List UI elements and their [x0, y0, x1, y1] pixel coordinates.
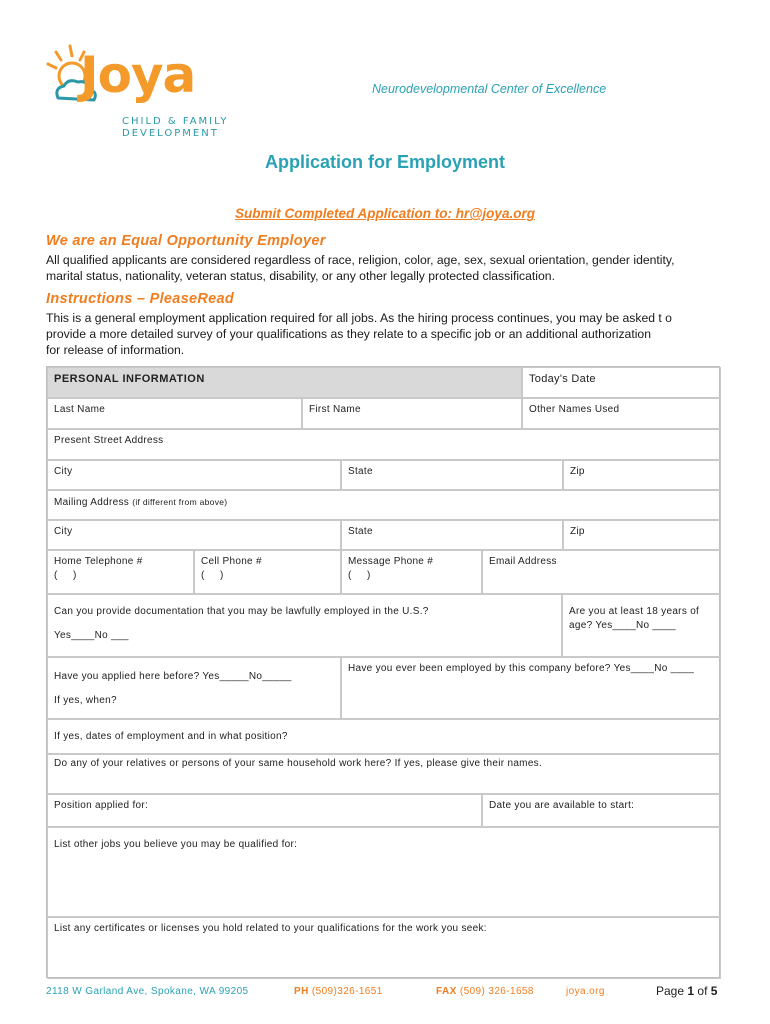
- equal-opportunity-line-2: marital status, nationality, veteran status, disability, or any other legally protected classification.: [46, 269, 555, 283]
- page-current: 1: [687, 984, 695, 998]
- mailing-address-note: (if different from above): [132, 497, 228, 507]
- message-phone-paren: ( ): [348, 570, 371, 581]
- home-phone-paren: ( ): [54, 570, 77, 581]
- message-phone-field[interactable]: [341, 550, 482, 594]
- footer-fax: [436, 986, 534, 997]
- instructions-line-2: provide a more detailed survey of your qualifications as they relate to a specific job or an additional authorization: [46, 327, 651, 341]
- cell-phone-label: Cell Phone #: [201, 556, 262, 567]
- mailing-address-label: Mailing Address: [54, 497, 130, 508]
- age-question[interactable]: [562, 594, 721, 657]
- home-phone-label: Home Telephone #: [54, 556, 143, 567]
- page-indicator: [656, 984, 717, 998]
- documentation-question[interactable]: [47, 594, 562, 657]
- other-names-field[interactable]: Other Names Used: [522, 398, 721, 429]
- footer-phone: [294, 986, 383, 997]
- position-field[interactable]: Position applied for:: [47, 794, 482, 827]
- email-field[interactable]: Email Address: [482, 550, 721, 594]
- zip-field[interactable]: Zip: [563, 460, 721, 490]
- home-phone-field[interactable]: [47, 550, 194, 594]
- relatives-field[interactable]: Do any of your relatives or persons of your same household work here? If yes, please give their names.: [47, 754, 721, 794]
- mailing-address-field[interactable]: [47, 490, 721, 520]
- joya-logo: [44, 42, 234, 142]
- mailing-city-field[interactable]: City: [47, 520, 341, 550]
- certificates-field[interactable]: List any certificates or licenses you hold related to your qualifications for the work you seek:: [47, 917, 721, 979]
- todays-date-field[interactable]: Today's Date: [522, 367, 721, 398]
- page-label: Page: [656, 984, 685, 998]
- personal-information-header: PERSONAL INFORMATION: [47, 367, 522, 398]
- documentation-yes-no: Yes____No ___: [54, 630, 129, 641]
- footer-phone-number: (509)326-1651: [311, 986, 383, 997]
- page-total: 5: [710, 984, 718, 998]
- applied-before-label: Have you applied here before? Yes_____No_____: [54, 671, 292, 682]
- logo-line-2: DEVELOPMENT: [122, 128, 219, 139]
- other-jobs-field[interactable]: List other jobs you believe you may be qualified for:: [47, 827, 721, 917]
- footer-address: 2118 W Garland Ave, Spokane, WA 99205: [46, 986, 249, 997]
- documentation-label: Can you provide documentation that you may be lawfully employed in the U.S.?: [54, 606, 429, 617]
- age-question-line-1: Are you at least 18 years of: [569, 606, 700, 617]
- page-title: Application for Employment: [264, 152, 505, 172]
- equal-opportunity-heading: We are an Equal Opportunity Employer: [46, 233, 326, 249]
- mailing-zip-field[interactable]: Zip: [563, 520, 721, 550]
- cell-phone-field[interactable]: [194, 550, 341, 594]
- present-address-field[interactable]: Present Street Address: [47, 429, 721, 460]
- last-name-field[interactable]: Last Name: [47, 398, 302, 429]
- city-field[interactable]: City: [47, 460, 341, 490]
- date-available-field[interactable]: Date you are available to start:: [482, 794, 721, 827]
- first-name-field[interactable]: First Name: [302, 398, 522, 429]
- footer-fax-number: (509) 326-1658: [459, 986, 534, 997]
- dates-employment-field[interactable]: If yes, dates of employment and in what position?: [47, 719, 721, 754]
- footer-phone-label: PH: [294, 986, 309, 997]
- cell-phone-paren: ( ): [201, 570, 224, 581]
- instructions-line-3: for release of information.: [46, 343, 185, 357]
- logo-word: Joya: [80, 46, 196, 104]
- equal-opportunity-line-1: All qualified applicants are considered regardless of race, religion, color, age, sex, sexual orientation, gender identity,: [46, 253, 675, 267]
- applied-before-question[interactable]: [47, 657, 341, 719]
- footer-website[interactable]: joya.org: [566, 986, 605, 997]
- page-of: of: [697, 984, 708, 998]
- instructions-heading: Instructions – PleaseRead: [46, 291, 235, 307]
- message-phone-label: Message Phone #: [348, 556, 434, 567]
- footer-fax-label: FAX: [436, 986, 457, 997]
- submit-instruction: Submit Completed Application to: hr@joya.org: [235, 206, 535, 221]
- if-yes-when-label: If yes, when?: [54, 695, 117, 706]
- employed-before-question[interactable]: Have you ever been employed by this company before? Yes____No ____: [341, 657, 721, 719]
- mailing-state-field[interactable]: State: [341, 520, 563, 550]
- tagline: Neurodevelopmental Center of Excellence: [372, 82, 607, 96]
- age-question-line-2: age? Yes____No ____: [569, 620, 676, 631]
- application-form: [46, 366, 720, 978]
- logo-line-1: CHILD & FAMILY: [122, 116, 229, 127]
- state-field[interactable]: State: [341, 460, 563, 490]
- instructions-line-1: This is a general employment application required for all jobs. As the hiring process continues, you may be asked t o: [46, 311, 672, 325]
